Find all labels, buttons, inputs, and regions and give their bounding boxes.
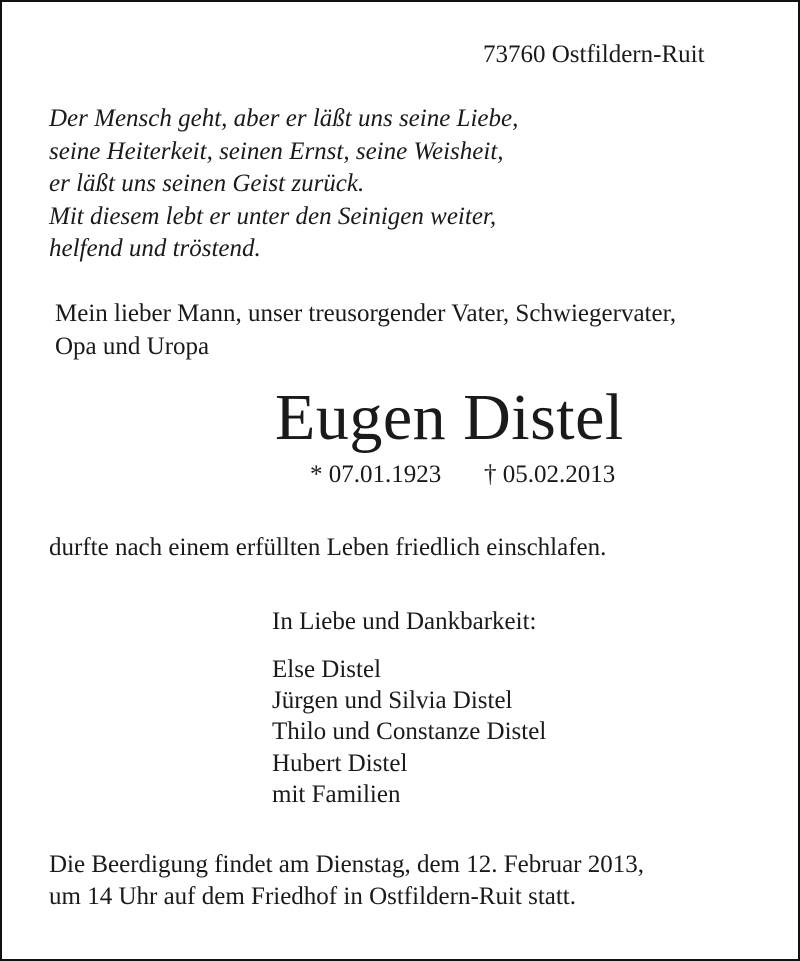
poem-line: seine Heiterkeit, seinen Ernst, seine Weisheit,	[49, 137, 504, 165]
funeral-line: Die Beerdigung findet am Dienstag, dem 12. Februar 2013,	[49, 851, 644, 878]
family-member: Thilo und Constanze Distel	[272, 718, 547, 746]
funeral-line: um 14 Uhr auf dem Friedhof in Ostfildern-Ruit statt.	[49, 883, 577, 910]
family-member: mit Familien	[272, 780, 401, 808]
gratitude-line: In Liebe und Dankbarkeit:	[272, 608, 537, 635]
deceased-name: Eugen Distel	[275, 381, 624, 454]
intro	[55, 297, 676, 363]
poem-line: Der Mensch geht, aber er läßt uns seine Liebe,	[49, 105, 519, 132]
poem	[49, 103, 518, 266]
poem-line: helfend und tröstend.	[49, 235, 261, 262]
family-list	[272, 654, 546, 810]
birth-date: * 07.01.1923	[310, 461, 442, 488]
location: 73760 Ostfildern-Ruit	[483, 41, 705, 68]
poem-line: er läßt uns seinen Geist zurück.	[49, 170, 365, 197]
family-member: Else Distel	[272, 656, 382, 683]
intro-line: Mein lieber Mann, unser treusorgender Vater, Schwiegervater,	[55, 300, 677, 327]
statement: durfte nach einem erfüllten Leben friedlich einschlafen.	[49, 534, 607, 561]
death-date: † 05.02.2013	[484, 461, 616, 488]
family-member: Jürgen und Silvia Distel	[272, 687, 513, 715]
family-member: Hubert Distel	[272, 749, 408, 777]
poem-line: Mit diesem lebt er unter den Seinigen weiter,	[49, 202, 497, 230]
intro-line: Opa und Uropa	[55, 333, 210, 360]
funeral-info	[49, 849, 644, 913]
